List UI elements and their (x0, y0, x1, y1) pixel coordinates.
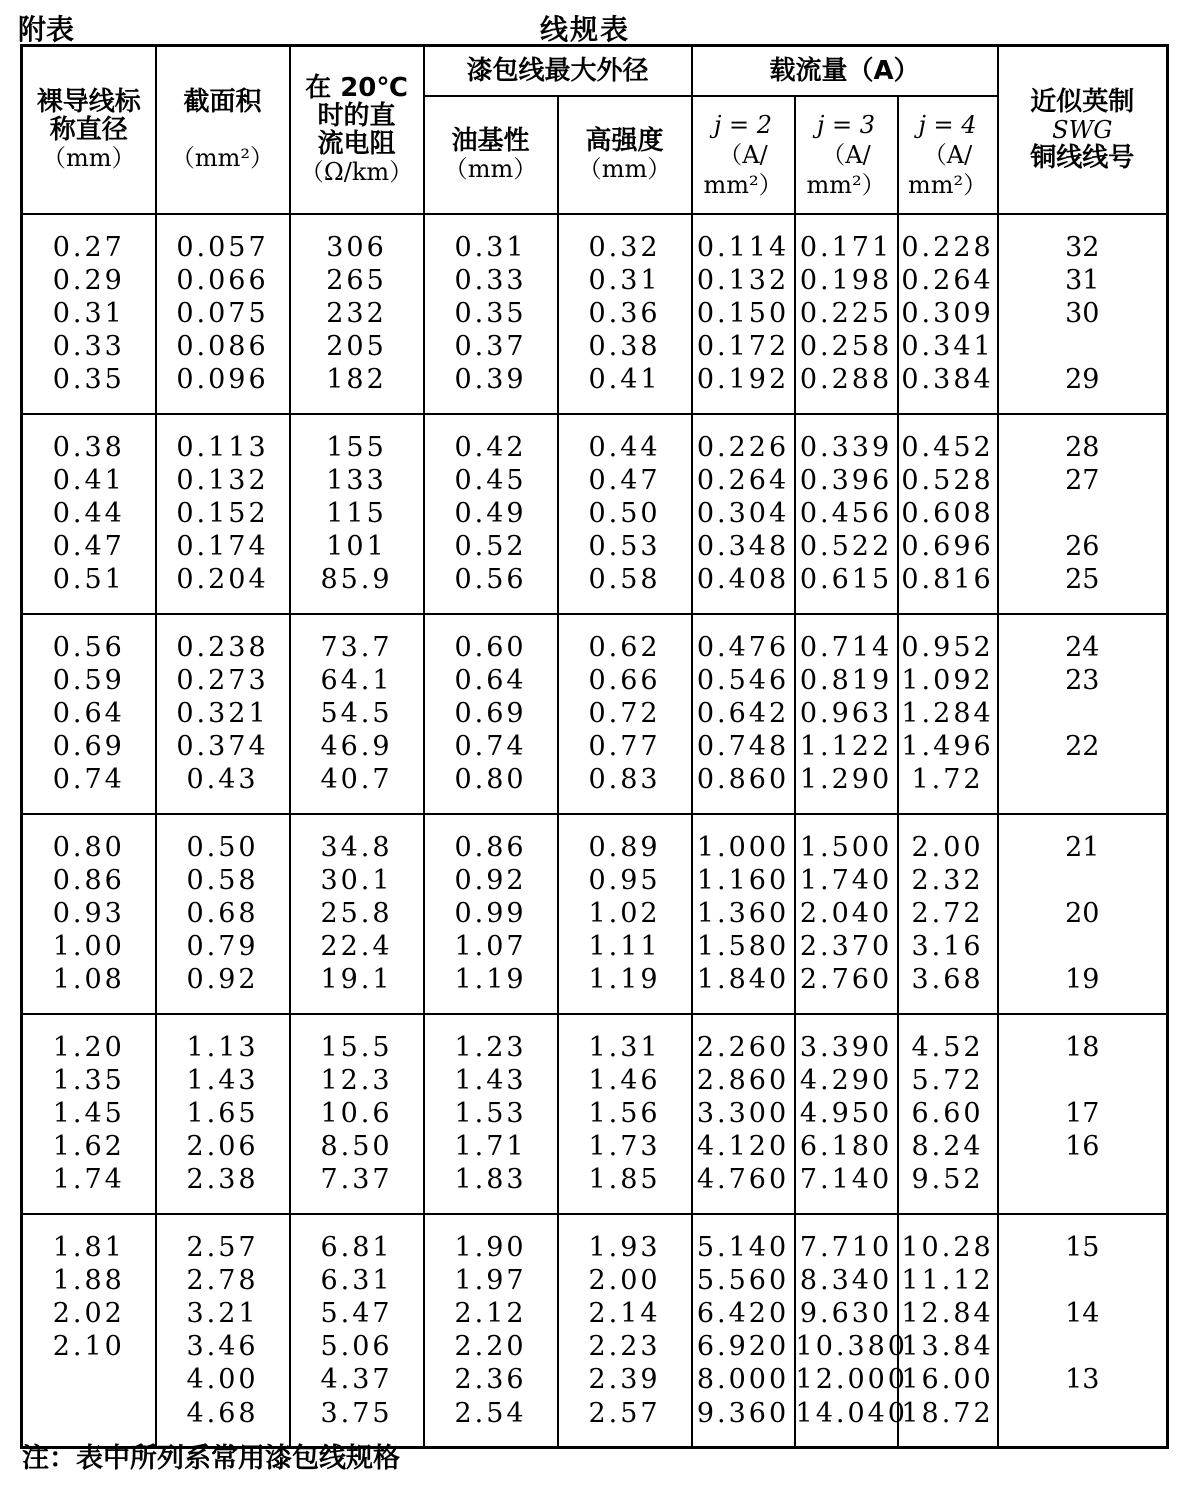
header-swg-line3: 铜线线号 (1030, 142, 1135, 173)
cell-j4: 0.228 0.264 0.309 0.341 0.384 (898, 214, 998, 414)
appendix-label: 附表 (18, 13, 75, 46)
header-j3-line2: （A/ (821, 140, 871, 169)
header-resistance-line2: 时的直 (317, 100, 396, 131)
header-bare-diameter-line1: 裸导线标 (36, 86, 141, 117)
cell-area: 0.50 0.58 0.68 0.79 0.92 (156, 814, 290, 1014)
cell-bare-diameter: 0.56 0.59 0.64 0.69 0.74 (22, 614, 156, 814)
table-row-group (22, 1214, 1168, 1448)
cell-resistance: 34.8 30.1 25.8 22.4 19.1 (290, 814, 424, 1014)
header-resistance-line1: 在 20℃ (305, 72, 408, 103)
header-j2-line3: mm²） (703, 170, 783, 199)
header-j4-line3: mm²） (907, 170, 988, 199)
header-j3-line1: j = 3 (816, 110, 876, 139)
cell-oil-based: 0.60 0.64 0.69 0.74 0.80 (424, 614, 558, 814)
cell-swg: 18 17 16 (998, 1014, 1168, 1214)
header-high-strength (558, 96, 692, 214)
header-j4-line1: j = 4 (918, 110, 977, 139)
table-row-group (22, 414, 1168, 614)
cell-high-strength: 1.31 1.46 1.56 1.73 1.85 (558, 1014, 692, 1214)
header-bare-diameter-unit: （mm） (41, 143, 136, 172)
cell-area: 2.57 2.78 3.21 3.46 4.00 4.68 (156, 1214, 290, 1448)
cell-oil-based: 0.42 0.45 0.49 0.52 0.56 (424, 414, 558, 614)
cell-j2: 0.114 0.132 0.150 0.172 0.192 (692, 214, 795, 414)
cell-j2: 1.000 1.160 1.360 1.580 1.840 (692, 814, 795, 1014)
header-j4-line2: （A/ (922, 140, 973, 169)
cell-bare-diameter: 1.81 1.88 2.02 2.10 (22, 1214, 156, 1448)
cell-j4: 4.52 5.72 6.60 8.24 9.52 (898, 1014, 998, 1214)
cell-resistance: 306 265 232 205 182 (290, 214, 424, 414)
cell-j4: 10.28 11.12 12.84 13.84 16.00 18.72 (898, 1214, 998, 1448)
cell-area: 1.13 1.43 1.65 2.06 2.38 (156, 1014, 290, 1214)
cell-j3: 3.390 4.290 4.950 6.180 7.140 (795, 1014, 898, 1214)
cell-bare-diameter: 1.20 1.35 1.45 1.62 1.74 (22, 1014, 156, 1214)
cell-resistance: 73.7 64.1 54.5 46.9 40.7 (290, 614, 424, 814)
wire-gauge-table (20, 44, 1169, 1449)
cell-resistance: 15.5 12.3 10.6 8.50 7.37 (290, 1014, 424, 1214)
cell-high-strength: 0.62 0.66 0.72 0.77 0.83 (558, 614, 692, 814)
footnote: 注：表中所列系常用漆包线规格 (22, 1443, 400, 1474)
header-swg (998, 46, 1168, 214)
cell-j2: 0.226 0.264 0.304 0.348 0.408 (692, 414, 795, 614)
table-row-group (22, 614, 1168, 814)
cell-high-strength: 1.93 2.00 2.14 2.23 2.39 2.57 (558, 1214, 692, 1448)
cell-j2: 2.260 2.860 3.300 4.120 4.760 (692, 1014, 795, 1214)
cell-j3: 1.500 1.740 2.040 2.370 2.760 (795, 814, 898, 1014)
cell-swg: 15 14 13 (998, 1214, 1168, 1448)
cell-j3: 7.710 8.340 9.630 10.380 12.000 14.040 (795, 1214, 898, 1448)
table-row-group (22, 814, 1168, 1014)
header-area-line1: 截面积 (183, 86, 262, 117)
header-j3-line3: mm²） (806, 170, 886, 199)
cell-j3: 0.171 0.198 0.225 0.258 0.288 (795, 214, 898, 414)
cell-area: 0.057 0.066 0.075 0.086 0.096 (156, 214, 290, 414)
header-high-strength-unit: （mm） (577, 154, 672, 183)
cell-j4: 0.452 0.528 0.608 0.696 0.816 (898, 414, 998, 614)
header-area (156, 46, 290, 214)
header-j3 (795, 96, 898, 214)
header-current-group: 载流量（A） (692, 46, 998, 96)
cell-swg: 24 23 22 (998, 614, 1168, 814)
header-j2 (692, 96, 795, 214)
header-enamel-group: 漆包线最大外径 (424, 46, 692, 96)
cell-area: 0.238 0.273 0.321 0.374 0.43 (156, 614, 290, 814)
cell-j4: 0.952 1.092 1.284 1.496 1.72 (898, 614, 998, 814)
cell-oil-based: 1.23 1.43 1.53 1.71 1.83 (424, 1014, 558, 1214)
cell-swg: 21 20 19 (998, 814, 1168, 1014)
cell-bare-diameter: 0.80 0.86 0.93 1.00 1.08 (22, 814, 156, 1014)
header-j4 (898, 96, 998, 214)
header-resistance-unit: （Ω/km） (299, 157, 414, 186)
cell-bare-diameter: 0.27 0.29 0.31 0.33 0.35 (22, 214, 156, 414)
cell-j2: 5.140 5.560 6.420 6.920 8.000 9.360 (692, 1214, 795, 1448)
header-oil-based (424, 96, 558, 214)
cell-bare-diameter: 0.38 0.41 0.44 0.47 0.51 (22, 414, 156, 614)
header-high-strength-line1: 高强度 (585, 125, 664, 156)
header-bare-diameter-line2: 称直径 (49, 114, 128, 145)
cell-oil-based: 0.31 0.33 0.35 0.37 0.39 (424, 214, 558, 414)
cell-swg: 32 31 30 29 (998, 214, 1168, 414)
header-bare-diameter (22, 46, 156, 214)
cell-oil-based: 1.90 1.97 2.12 2.20 2.36 2.54 (424, 1214, 558, 1448)
header-j2-line1: j = 2 (713, 110, 773, 139)
header-area-unit: （mm²） (170, 143, 275, 172)
cell-oil-based: 0.86 0.92 0.99 1.07 1.19 (424, 814, 558, 1014)
header-resistance-line3: 流电阻 (317, 128, 396, 159)
header-oil-based-line1: 油基性 (451, 125, 530, 156)
header-swg-line1: 近似英制 (1030, 86, 1135, 117)
cell-j3: 0.714 0.819 0.963 1.122 1.290 (795, 614, 898, 814)
cell-j4: 2.00 2.32 2.72 3.16 3.68 (898, 814, 998, 1014)
cell-high-strength: 0.44 0.47 0.50 0.53 0.58 (558, 414, 692, 614)
header-j2-line2: （A/ (718, 140, 768, 169)
cell-j2: 0.476 0.546 0.642 0.748 0.860 (692, 614, 795, 814)
table-row-group (22, 1014, 1168, 1214)
cell-resistance: 6.81 6.31 5.47 5.06 4.37 3.75 (290, 1214, 424, 1448)
cell-high-strength: 0.32 0.31 0.36 0.38 0.41 (558, 214, 692, 414)
cell-area: 0.113 0.132 0.152 0.174 0.204 (156, 414, 290, 614)
header-swg-line2: SWG (1052, 115, 1113, 144)
header-resistance (290, 46, 424, 214)
table-title: 线规表 (540, 13, 631, 46)
cell-resistance: 155 133 115 101 85.9 (290, 414, 424, 614)
cell-j3: 0.339 0.396 0.456 0.522 0.615 (795, 414, 898, 614)
cell-high-strength: 0.89 0.95 1.02 1.11 1.19 (558, 814, 692, 1014)
header-oil-based-unit: （mm） (443, 154, 538, 183)
table-row-group (22, 214, 1168, 414)
cell-swg: 28 27 26 25 (998, 414, 1168, 614)
